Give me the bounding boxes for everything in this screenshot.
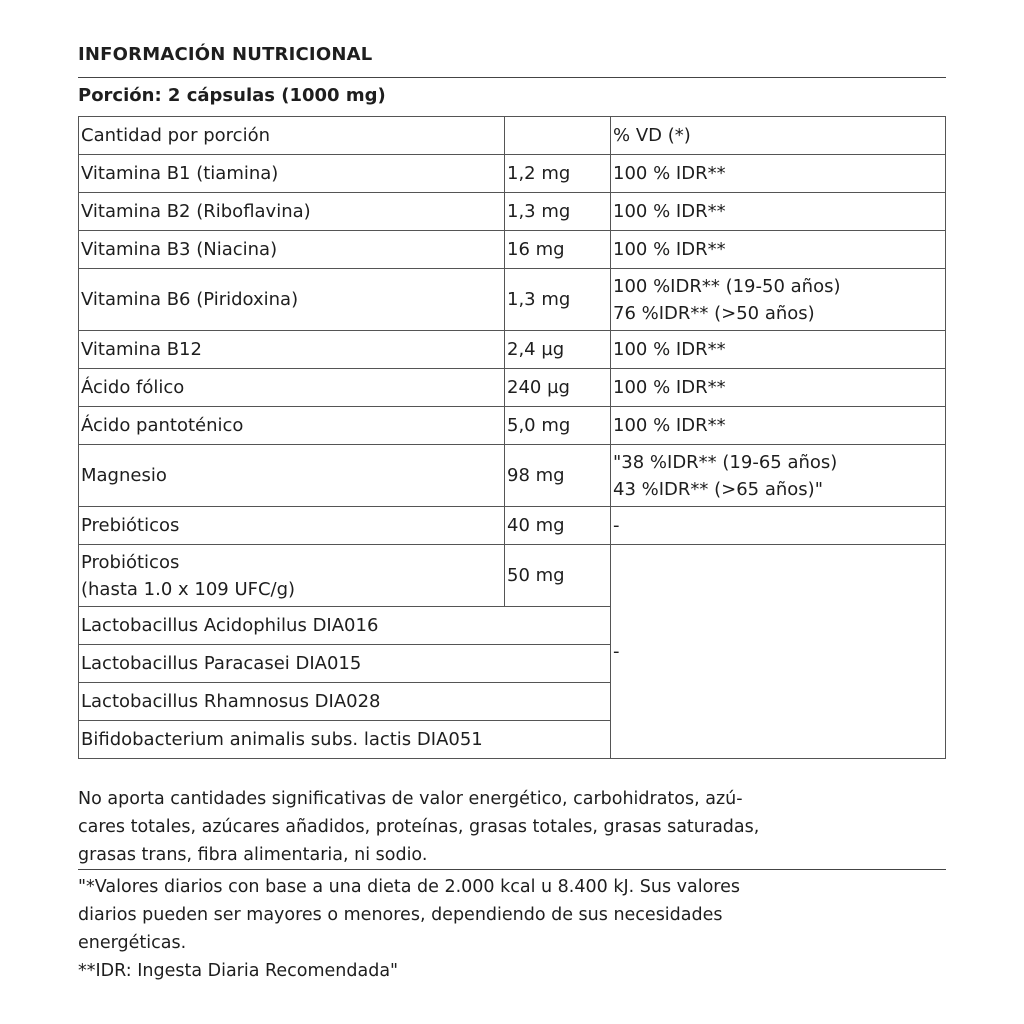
nutrient-amount: 240 µg [505,369,611,407]
divider [78,77,946,78]
table-row [79,331,946,369]
footnote [78,873,740,985]
table-header-row [79,117,946,155]
nutrient-name: Vitamina B6 (Piridoxina) [79,269,505,331]
nutrient-name-line: (hasta 1.0 x 109 UFC/g) [81,578,296,600]
footnote-line: **IDR: Ingesta Diaria Recomendada" [78,961,399,981]
table-row [79,155,946,193]
nutrient-daily-value: - [611,545,946,759]
panel-title: INFORMACIÓN NUTRICIONAL [78,44,373,65]
nutrient-name: Prebióticos [79,507,505,545]
table-row [79,193,946,231]
nutrient-name: Vitamina B3 (Niacina) [79,231,505,269]
note-line: grasas trans, fibra alimentaria, ni sodio. [78,845,428,865]
daily-value-line: 43 %IDR** (>65 años)" [613,478,823,500]
nutrient-daily-value: 100 % IDR** [611,231,946,269]
footnote-line: "*Valores diarios con base a una dieta de 2.000 kcal u 8.400 kJ. Sus valores [78,877,740,897]
nutrition-note [78,785,759,869]
nutrient-amount: 50 mg [505,545,611,607]
nutrient-name: Vitamina B2 (Riboflavina) [79,193,505,231]
table-row [79,231,946,269]
note-line: cares totales, azúcares añadidos, proteínas, grasas totales, grasas saturadas, [78,817,760,837]
note-line: No aporta cantidades significativas de valor energético, carbohidratos, azú- [78,789,743,809]
table-row [79,545,946,607]
strain-name: Lactobacillus Paracasei DIA015 [79,645,611,683]
portion-size: Porción: 2 cápsulas (1000 mg) [78,85,386,106]
divider [78,869,946,870]
strain-name: Lactobacillus Rhamnosus DIA028 [79,683,611,721]
daily-value-line: "38 %IDR** (19-65 años) [613,451,838,473]
header-daily-value: % VD (*) [611,117,946,155]
table-row [79,269,946,331]
header-quantity [505,117,611,155]
nutrient-amount: 5,0 mg [505,407,611,445]
daily-value-line: 76 %IDR** (>50 años) [613,302,815,324]
footnote-line: energéticas. [78,933,187,953]
nutrient-amount: 1,3 mg [505,269,611,331]
nutrient-name: Ácido fólico [79,369,505,407]
nutrient-name: Vitamina B1 (tiamina) [79,155,505,193]
nutrient-amount: 1,2 mg [505,155,611,193]
table-row [79,507,946,545]
nutrient-daily-value: 100 % IDR** [611,407,946,445]
nutrient-daily-value: 100 % IDR** [611,331,946,369]
footnote-line: diarios pueden ser mayores o menores, dependiendo de sus necesidades [78,905,723,925]
strain-name: Bifidobacterium animalis subs. lactis DIA051 [79,721,611,759]
nutrient-amount: 16 mg [505,231,611,269]
nutrient-daily-value: - [611,507,946,545]
nutrient-daily-value: 100 % IDR** [611,193,946,231]
nutrient-daily-value: 100 % IDR** [611,369,946,407]
nutrient-name: Magnesio [79,445,505,507]
table-row [79,445,946,507]
nutrient-name: Ácido pantoténico [79,407,505,445]
header-amount-per-serving: Cantidad por porción [79,117,505,155]
nutrient-daily-value: 100 % IDR** [611,155,946,193]
table-row [79,407,946,445]
nutrient-daily-value [611,269,946,331]
strain-name: Lactobacillus Acidophilus DIA016 [79,607,611,645]
nutrient-amount: 2,4 µg [505,331,611,369]
nutrient-name-line: Probióticos [81,551,180,573]
daily-value-line: 100 %IDR** (19-50 años) [613,275,841,297]
nutrient-amount: 1,3 mg [505,193,611,231]
nutrient-amount: 98 mg [505,445,611,507]
nutrition-table [78,116,946,759]
nutrient-daily-value [611,445,946,507]
table-row [79,369,946,407]
nutrient-name: Vitamina B12 [79,331,505,369]
nutrient-name [79,545,505,607]
nutrient-amount: 40 mg [505,507,611,545]
